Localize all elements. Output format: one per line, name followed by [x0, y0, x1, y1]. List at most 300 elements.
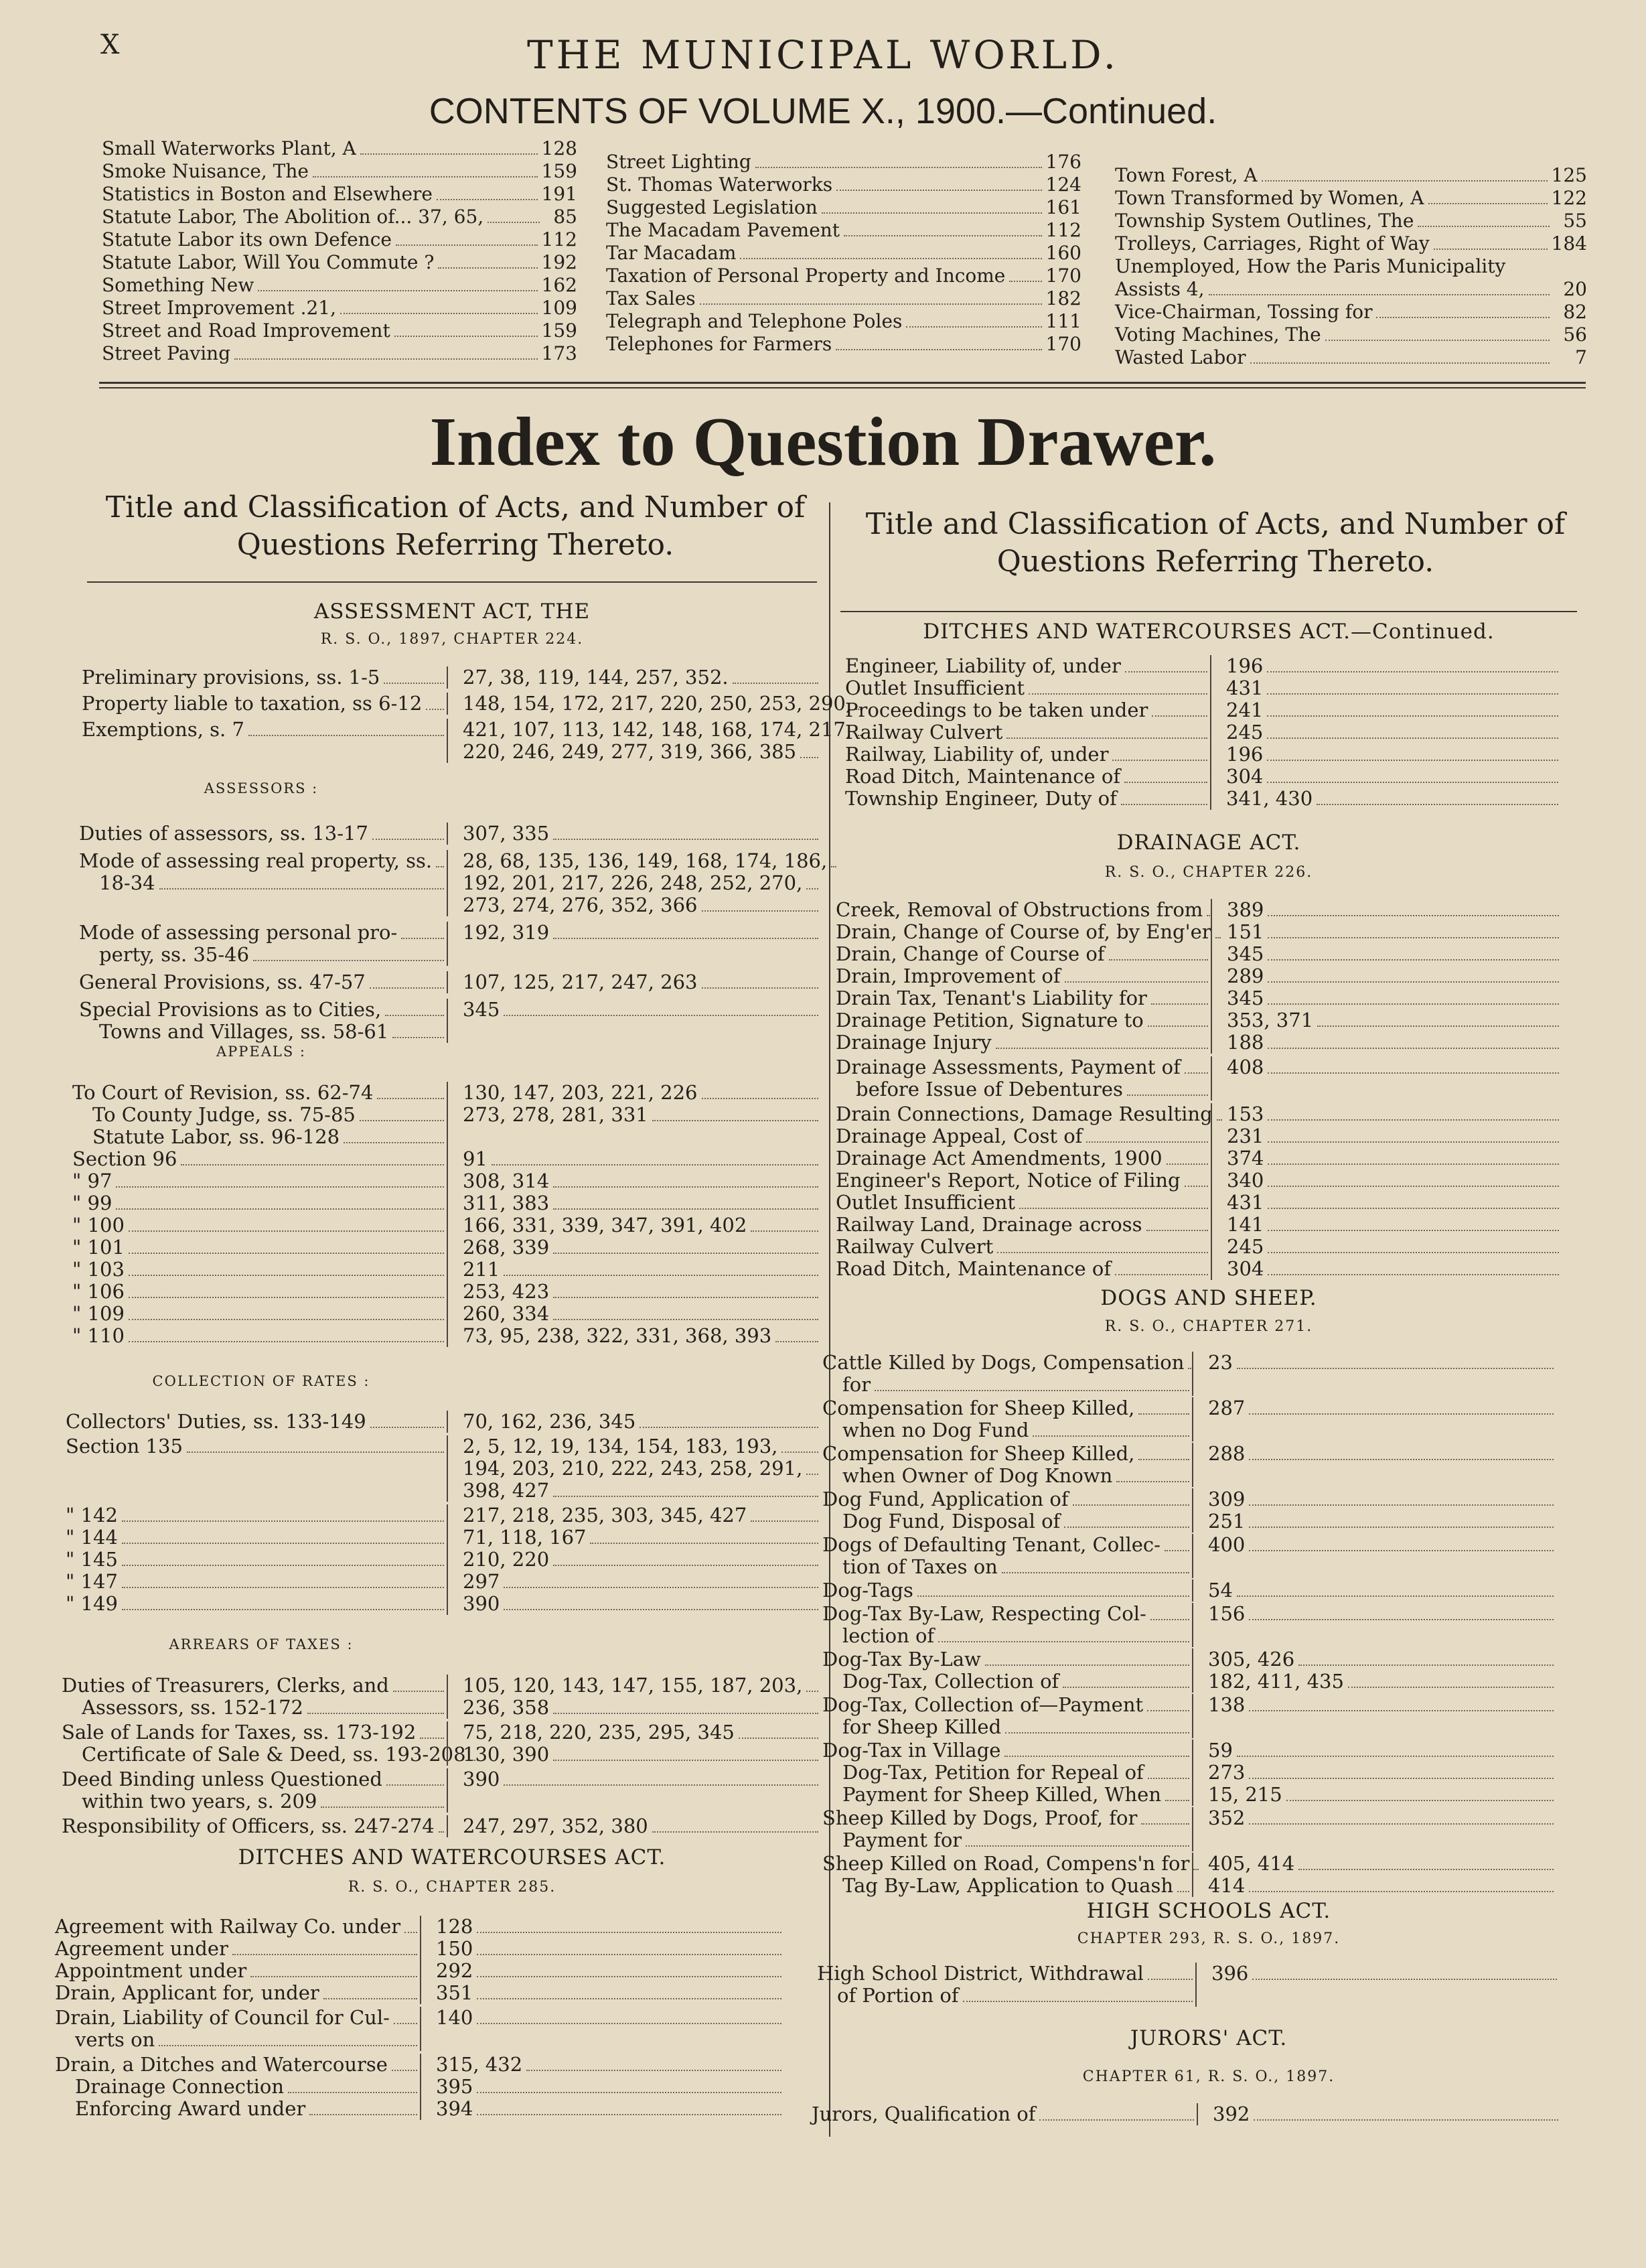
contents-entry-page: 55	[1563, 210, 1587, 232]
subject-text: Dog-Tax, Collection of	[842, 1670, 1059, 1693]
leader-dots	[1124, 782, 1207, 783]
question-numbers: 27, 38, 119, 144, 257, 352.	[463, 666, 729, 689]
leader-dots	[258, 290, 537, 291]
leader-dots	[1268, 1230, 1559, 1231]
subject-text: Assessors, ss. 152-172	[82, 1696, 303, 1719]
subject-text: Railway Land, Drainage across	[836, 1213, 1142, 1236]
leader-dots	[1185, 1186, 1208, 1187]
subject-text: Property liable to taxation, ss 6-12	[82, 692, 423, 715]
leader-dots	[553, 1713, 818, 1714]
leader-dots	[526, 2070, 781, 2071]
question-numbers: 138	[1208, 1693, 1246, 1716]
index-entry	[822, 1352, 1556, 1396]
leader-dots	[477, 2092, 781, 2093]
question-numbers: 273, 278, 281, 331	[463, 1103, 648, 1126]
contents-entry	[102, 320, 577, 342]
leader-dots	[733, 683, 818, 684]
subject-text: Drain, Improvement of	[836, 965, 1061, 987]
leader-dots	[234, 358, 537, 360]
page-number: X	[100, 29, 120, 60]
subject-text: Payment for	[842, 1829, 962, 1851]
index-entry	[836, 1103, 1562, 1280]
contents-entry-page: 173	[541, 342, 577, 364]
question-numbers: 395	[436, 2075, 473, 2098]
index-entry	[812, 2103, 1561, 2125]
leader-dots	[477, 1998, 781, 1999]
masthead: THE MUNICIPAL WORLD.	[526, 32, 1120, 78]
index-entry-subject	[822, 1740, 1192, 1806]
subject-text: " 145	[66, 1548, 118, 1571]
leader-dots	[477, 2114, 781, 2115]
contents-entry-title: Town Forest, A	[1115, 164, 1258, 186]
contents-entry-page: 128	[541, 137, 577, 159]
subject-text: Exemptions, s. 7	[82, 718, 244, 741]
subject-text: Drain Tax, Tenant's Liability for	[836, 987, 1147, 1009]
subject-text: Sheep Killed on Road, Compens'n for	[822, 1852, 1190, 1875]
leader-dots	[122, 1609, 444, 1610]
leader-dots	[1063, 1687, 1189, 1688]
subject-text: Dogs of Defaulting Tenant, Collec-	[822, 1533, 1161, 1556]
leader-dots	[1434, 249, 1548, 250]
index-entry	[822, 1397, 1556, 1441]
question-numbers: 307, 335	[463, 822, 550, 845]
contents-entry	[1115, 301, 1587, 324]
question-numbers: 247, 297, 352, 380	[463, 1815, 648, 1837]
leader-dots	[739, 1738, 818, 1739]
index-entry-subject	[62, 1675, 447, 1719]
question-numbers: 289	[1227, 965, 1264, 987]
leader-dots	[702, 910, 818, 912]
leader-dots	[309, 2114, 417, 2115]
appeals-heading: APPEALS :	[216, 1044, 306, 1060]
index-entry-questions	[1192, 1853, 1556, 1897]
index-entry-subject	[82, 719, 447, 763]
leader-dots	[1125, 671, 1207, 672]
subject-text: when no Dog Fund	[842, 1419, 1029, 1441]
index-entry-subject	[72, 1082, 447, 1148]
leader-dots	[844, 235, 1041, 236]
question-numbers: 128	[436, 1915, 473, 1938]
contents-entry	[102, 160, 577, 183]
subject-text: Drainage Injury	[836, 1031, 992, 1054]
contents-entry-title: Tax Sales	[606, 287, 696, 309]
leader-dots	[751, 1520, 818, 1522]
leader-dots	[1121, 804, 1207, 805]
contents-entry-title: Statute Labor, Will You Commute ?	[102, 251, 435, 273]
question-numbers: 414	[1208, 1874, 1246, 1897]
leader-dots	[963, 2001, 1193, 2002]
subject-text: Compensation for Sheep Killed,	[822, 1442, 1135, 1465]
question-numbers: 351	[436, 1981, 473, 2004]
subject-text: Section 135	[66, 1435, 183, 1458]
subject-text: verts on	[75, 2028, 155, 2051]
subject-text: tion of Taxes on	[842, 1555, 998, 1578]
subject-text: Cattle Killed by Dogs, Compensation	[822, 1351, 1185, 1374]
index-entry-subject	[79, 922, 447, 966]
leader-dots	[1268, 1119, 1559, 1121]
contents-entry-page: 170	[1045, 265, 1081, 287]
contents-entry-title: Suggested Legislation	[606, 196, 818, 218]
question-numbers: 287	[1208, 1397, 1246, 1419]
leader-dots	[321, 1806, 444, 1808]
contents-entry-title: Taxation of Personal Property and Income	[606, 265, 1006, 287]
leader-dots	[116, 1208, 444, 1210]
contents-entry	[606, 196, 1081, 219]
index-entry	[822, 1853, 1556, 1897]
leader-dots	[122, 1543, 444, 1544]
leader-dots	[831, 866, 836, 867]
subject-text: of Portion of	[837, 1984, 959, 2007]
contents-entry	[606, 151, 1081, 173]
leader-dots	[751, 1230, 818, 1232]
subject-text: Payment for Sheep Killed, When	[842, 1783, 1161, 1806]
leader-dots	[1065, 981, 1208, 983]
leader-dots	[129, 1275, 444, 1276]
leader-dots	[800, 757, 818, 758]
subject-text: Drain, Applicant for, under	[55, 1981, 319, 2004]
subject-text: Dog Fund, Disposal of	[842, 1510, 1061, 1533]
index-entry-subject	[822, 1443, 1192, 1487]
contents-entry	[1115, 210, 1587, 232]
contents-entry-title: Town Transformed by Women, A	[1115, 187, 1424, 209]
subject-text: Dog-Tax, Petition for Repeal of	[842, 1761, 1144, 1784]
leader-dots	[702, 987, 818, 989]
index-entry-questions	[1192, 1648, 1556, 1693]
leader-dots	[836, 349, 1041, 350]
leader-dots	[129, 1341, 444, 1342]
leader-dots	[288, 2092, 417, 2093]
question-numbers: 405, 414	[1208, 1852, 1295, 1875]
index-entry	[79, 922, 821, 966]
subject-text: Responsibility of Officers, ss. 247-274	[62, 1815, 435, 1837]
contents-entry	[606, 173, 1081, 196]
leader-dots	[1250, 362, 1550, 364]
subject-text: Towns and Villages, ss. 58-61	[99, 1020, 389, 1043]
contents-entry-title: St. Thomas Waterworks	[606, 173, 833, 196]
question-numbers: 288	[1208, 1442, 1246, 1465]
subject-text: Outlet Insufficient	[836, 1191, 1015, 1214]
index-entry-questions	[447, 1435, 821, 1502]
question-numbers: 389	[1227, 898, 1264, 921]
leader-dots	[1268, 981, 1559, 983]
leader-dots	[1348, 1687, 1554, 1688]
leader-dots	[1237, 1368, 1554, 1369]
subject-text: Dog-Tags	[822, 1579, 913, 1602]
question-numbers: 311, 383	[463, 1192, 550, 1214]
contents-column-1	[102, 137, 577, 365]
question-numbers: 210, 220	[463, 1548, 550, 1571]
question-numbers: 130, 147, 203, 221, 226	[463, 1081, 698, 1104]
index-entry	[79, 999, 821, 1043]
question-numbers: 245	[1226, 721, 1264, 743]
leader-dots	[1039, 2119, 1194, 2121]
index-entry-subject	[822, 1352, 1192, 1396]
subject-text: Drain, a Ditches and Watercourse	[55, 2053, 388, 2076]
leader-dots	[1249, 1619, 1554, 1620]
index-entry-questions	[1192, 1603, 1556, 1647]
contents-entry	[102, 206, 577, 228]
subject-text: Engineer's Report, Notice of Filing	[836, 1169, 1181, 1192]
question-numbers: 236, 358	[463, 1696, 550, 1719]
question-numbers: 308, 314	[463, 1170, 550, 1192]
leader-dots	[806, 1474, 818, 1475]
index-entry-subject	[62, 1721, 466, 1766]
index-entry	[72, 1082, 821, 1148]
subject-text: Railway Culvert	[836, 1235, 994, 1258]
leader-dots	[439, 1831, 444, 1833]
subject-text: " 149	[66, 1592, 118, 1615]
index-entry-questions	[1192, 1579, 1556, 1602]
index-entry	[82, 718, 852, 763]
leader-dots	[1268, 915, 1559, 916]
question-numbers: 345	[1227, 987, 1264, 1009]
leader-dots	[1267, 715, 1558, 717]
contents-entry-page: 159	[541, 160, 577, 182]
leader-dots	[377, 1098, 444, 1099]
question-numbers: 23	[1208, 1351, 1233, 1374]
leader-dots	[122, 1520, 444, 1522]
index-entry-questions	[1211, 899, 1562, 1054]
subject-text: Special Provisions as to Cities,	[79, 998, 382, 1021]
leader-dots	[386, 1784, 444, 1786]
subject-text: before Issue of Debentures	[856, 1078, 1123, 1101]
index-entry-questions	[447, 1768, 821, 1813]
question-numbers: 253, 423	[463, 1280, 550, 1303]
contents-entry-page: 162	[541, 274, 577, 296]
leader-dots	[1185, 1072, 1208, 1074]
leader-dots	[1165, 1550, 1189, 1551]
arrears-heading: ARREARS OF TAXES :	[169, 1636, 354, 1652]
index-entry	[55, 2007, 784, 2051]
index-entry-subject	[817, 1963, 1195, 2007]
leader-dots	[323, 1998, 417, 1999]
subject-text: Outlet Insufficient	[845, 677, 1025, 699]
leader-dots	[1109, 959, 1208, 961]
leader-dots	[420, 1738, 444, 1739]
leader-dots	[985, 1664, 1189, 1666]
question-numbers: 292	[436, 1959, 473, 1982]
leader-dots	[1138, 1413, 1189, 1415]
contents-entry-title: Statute Labor its own Defence	[102, 228, 392, 251]
leader-dots	[159, 2045, 417, 2046]
index-entry-questions	[1192, 1443, 1556, 1487]
subject-text: " 97	[72, 1170, 113, 1192]
leader-dots	[781, 1451, 818, 1453]
leader-dots	[438, 267, 537, 269]
leader-dots	[396, 244, 538, 246]
question-numbers: 421, 107, 113, 142, 148, 168, 174, 217,	[463, 718, 852, 741]
index-entry	[72, 1148, 821, 1347]
assessment-act-subtitle: R. S. O., 1897, CHAPTER 224.	[320, 631, 584, 648]
index-entry	[822, 1807, 1556, 1851]
leader-dots	[1249, 1710, 1554, 1711]
contents-entry	[102, 183, 577, 206]
leader-dots	[553, 839, 818, 840]
index-entry-questions	[1192, 1694, 1556, 1738]
question-numbers: 141	[1227, 1213, 1264, 1236]
drainage-act-title: DRAINAGE ACT.	[1116, 831, 1301, 855]
leader-dots	[385, 1015, 444, 1016]
contents-entry	[102, 274, 577, 297]
leader-dots	[1112, 760, 1207, 761]
leader-dots	[1151, 1003, 1208, 1005]
question-numbers: 75, 218, 220, 235, 295, 345	[463, 1721, 735, 1744]
index-entry	[822, 1694, 1556, 1738]
index-entry-subject	[836, 1056, 1211, 1101]
subject-text: " 103	[72, 1258, 125, 1281]
high-schools-title: HIGH SCHOOLS ACT.	[1086, 1899, 1331, 1923]
index-entry-subject	[55, 2007, 420, 2051]
jurors-act-title: JURORS' ACT.	[1130, 2026, 1288, 2050]
contents-entry-page: 82	[1563, 301, 1587, 323]
leader-dots	[1005, 1732, 1189, 1733]
leader-dots	[1146, 1230, 1209, 1231]
subject-text: Mode of assessing personal pro-	[79, 921, 398, 944]
leader-dots	[1249, 1459, 1554, 1460]
contents-entry	[1115, 187, 1587, 210]
leader-dots	[1252, 1979, 1557, 1980]
index-entry	[66, 1504, 821, 1615]
leader-dots	[553, 1253, 818, 1254]
subject-text: Enforcing Award under	[75, 2097, 306, 2120]
subject-text: lection of	[842, 1624, 935, 1647]
index-entry	[79, 823, 821, 845]
question-numbers: 340	[1227, 1169, 1264, 1192]
contents-entry-page: 124	[1045, 173, 1081, 196]
subject-text: Drain Connections, Damage Resulting	[836, 1103, 1213, 1125]
leader-dots	[996, 1048, 1208, 1049]
question-numbers: 194, 203, 210, 222, 243, 258, 291,	[463, 1457, 803, 1480]
contents-entry	[606, 242, 1081, 265]
contents-entry-page: 125	[1551, 164, 1587, 186]
question-numbers: 54	[1208, 1579, 1233, 1602]
contents-entry-title: Telephones for Farmers	[606, 333, 832, 355]
contents-entry-page: 191	[541, 183, 577, 205]
question-numbers: 245	[1227, 1235, 1264, 1258]
index-entry-subject	[822, 1534, 1192, 1578]
contents-entry-title: Street and Road Improvement	[102, 320, 390, 342]
index-entry	[82, 692, 852, 715]
leader-dots	[1249, 1504, 1554, 1506]
drainage-act-subtitle: R. S. O., CHAPTER 226.	[1104, 864, 1313, 881]
right-heading-line-2: Questions Referring Thereto.	[996, 545, 1434, 579]
leader-dots	[250, 1976, 417, 1977]
index-entry-subject	[822, 1694, 1192, 1738]
contents-entry-page: 111	[1045, 310, 1081, 332]
subject-text: " 147	[66, 1570, 118, 1593]
leader-dots	[1237, 1596, 1554, 1597]
leader-dots	[401, 938, 444, 939]
index-entry	[62, 1721, 821, 1766]
leader-dots	[1249, 1527, 1554, 1528]
leader-dots	[553, 1208, 818, 1210]
question-numbers: 394	[436, 2097, 473, 2120]
question-numbers: 297	[463, 1570, 500, 1593]
index-entry-questions	[447, 692, 852, 715]
index-entry-questions	[1192, 1740, 1556, 1806]
question-numbers: 408	[1227, 1056, 1264, 1078]
index-entry	[822, 1740, 1556, 1806]
dogs-act-title: DOGS AND SHEEP.	[1100, 1286, 1317, 1310]
leader-dots	[640, 1427, 818, 1428]
subject-text: " 110	[72, 1324, 125, 1347]
leader-dots	[652, 1120, 818, 1121]
contents-entry	[606, 310, 1081, 333]
subject-text: General Provisions, ss. 47-57	[79, 971, 366, 993]
subject-text: Collectors' Duties, ss. 133-149	[66, 1410, 366, 1433]
leader-dots	[477, 2023, 781, 2024]
subject-text: Road Ditch, Maintenance of	[845, 765, 1121, 788]
leader-dots	[806, 1691, 818, 1692]
leader-dots	[1009, 281, 1041, 282]
subject-text: " 101	[72, 1236, 125, 1259]
question-numbers: 231	[1227, 1125, 1264, 1147]
subject-text: " 106	[72, 1280, 125, 1303]
leader-dots	[1268, 1003, 1559, 1005]
leader-dots	[181, 1164, 444, 1165]
contents-rule	[99, 382, 1586, 384]
contents-entry-title: Unemployed, How the Paris Municipality	[1115, 255, 1506, 277]
leader-dots	[129, 1253, 444, 1254]
subject-text: Drainage Connection	[75, 2075, 285, 2098]
contents-entry-page: 122	[1551, 187, 1587, 209]
index-entry-subject	[62, 1815, 447, 1837]
question-numbers: 345	[1227, 942, 1264, 965]
question-numbers: 305, 426	[1208, 1648, 1295, 1671]
subject-text: Jurors, Qualification of	[812, 2103, 1036, 2125]
leader-dots	[159, 888, 444, 890]
contents-entry-page: 160	[1045, 242, 1081, 264]
leader-dots	[553, 1186, 818, 1188]
subject-text: Duties of Treasurers, Clerks, and	[62, 1674, 389, 1697]
index-entry	[822, 1603, 1556, 1647]
leader-dots	[906, 326, 1041, 328]
leader-dots	[370, 1427, 444, 1428]
index-entry	[836, 1056, 1562, 1101]
index-entry-subject	[55, 2054, 420, 2120]
leader-dots	[1073, 1504, 1189, 1506]
index-entry-subject	[79, 850, 447, 916]
question-numbers: 431	[1226, 677, 1264, 699]
index-entry-questions	[420, 1916, 784, 2004]
leader-dots	[1019, 1208, 1208, 1209]
leader-dots	[504, 1275, 818, 1276]
index-entry	[822, 1648, 1556, 1693]
leader-dots	[1268, 1163, 1559, 1165]
index-entry-questions	[447, 999, 821, 1043]
index-entry-questions	[1192, 1807, 1556, 1851]
left-heading-line-1: Title and Classification of Acts, and Number of	[105, 490, 806, 524]
contents-entry-title: Assists 4,	[1115, 278, 1205, 300]
contents-entry-page: 7	[1575, 346, 1587, 368]
question-numbers: 241	[1226, 699, 1264, 721]
index-entry-questions	[1210, 655, 1561, 810]
index-entry	[55, 1916, 784, 2004]
leader-dots	[1268, 1048, 1559, 1049]
question-numbers: 196	[1226, 743, 1264, 766]
leader-dots	[917, 1596, 1189, 1597]
index-entry-subject	[82, 666, 447, 689]
leader-dots	[1004, 1756, 1189, 1757]
index-entry-questions	[447, 1721, 821, 1766]
question-numbers: 304	[1226, 765, 1264, 788]
leader-dots	[1254, 2119, 1558, 2121]
index-entry-subject	[79, 823, 447, 845]
subject-text: Deed Binding unless Questioned	[62, 1768, 382, 1790]
question-numbers: 196	[1226, 654, 1264, 677]
question-numbers: 352	[1208, 1806, 1246, 1829]
subject-text: perty, ss. 35-46	[99, 943, 250, 966]
